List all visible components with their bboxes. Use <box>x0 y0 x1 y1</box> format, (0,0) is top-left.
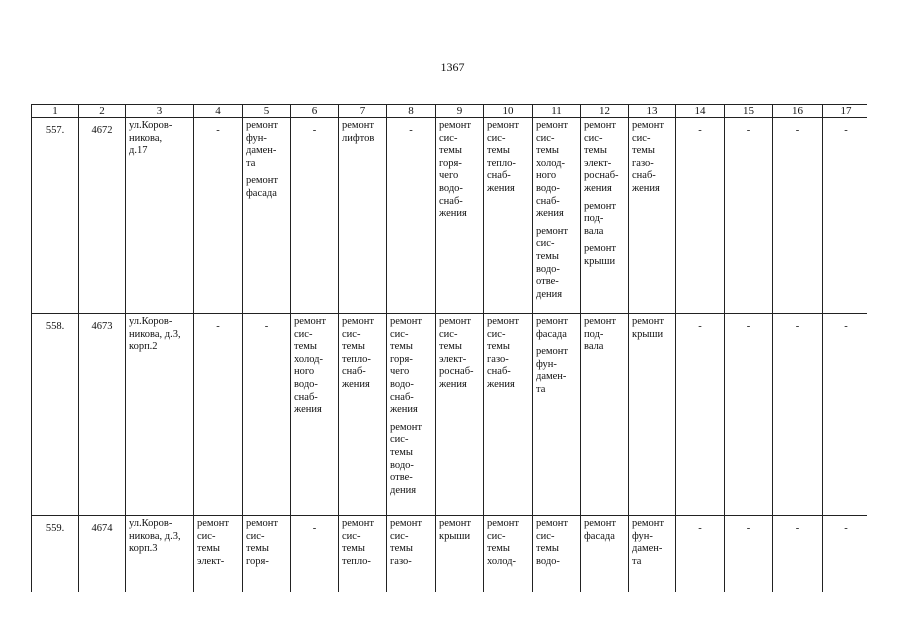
empty-cell: - <box>291 516 339 593</box>
work-item: ремонт сис- темы горя- чего водо- снаб- жения <box>390 316 423 416</box>
house-code-cell: 4674 <box>79 516 126 593</box>
empty-cell: - <box>773 516 823 593</box>
empty-cell: - <box>823 314 868 516</box>
empty-cell: - <box>773 314 823 516</box>
work-cell <box>436 516 484 593</box>
work-item: ремонт лифтов <box>342 120 375 144</box>
empty-cell: - <box>676 314 725 516</box>
work-cell <box>436 118 484 314</box>
work-cell <box>484 516 533 593</box>
work-item: ремонт сис- темы элект- роснаб- жения <box>439 316 474 390</box>
row-number-cell: 559. <box>32 516 79 593</box>
house-code-cell: 4673 <box>79 314 126 516</box>
header-cell: 5 <box>243 105 291 118</box>
work-cell <box>194 516 243 593</box>
table-row <box>32 314 868 516</box>
work-item: ремонт фасада <box>536 316 569 340</box>
work-item: ремонт сис- темы элект- <box>197 518 230 567</box>
work-item: ремонт сис- темы тепло- снаб- жения <box>342 316 375 390</box>
header-cell: 13 <box>629 105 676 118</box>
header-cell: 17 <box>823 105 868 118</box>
header-cell: 2 <box>79 105 126 118</box>
empty-cell: - <box>194 118 243 314</box>
work-cell <box>339 118 387 314</box>
empty-cell: - <box>823 118 868 314</box>
header-cell: 16 <box>773 105 823 118</box>
work-item: ремонт сис- темы холод- <box>487 518 520 567</box>
work-cell <box>387 314 436 516</box>
work-item: ремонт под- вала <box>584 316 617 353</box>
header-cell: 12 <box>581 105 629 118</box>
work-item: ремонт фасада <box>246 175 279 199</box>
work-cell <box>243 516 291 593</box>
repair-schedule-table-wrapper <box>31 104 867 592</box>
work-item: ремонт под- вала <box>584 200 617 237</box>
work-item: ремонт сис- темы тепло- <box>342 518 375 567</box>
work-item: ремонт сис- темы водо- <box>536 518 569 567</box>
work-item: ремонт сис- темы газо- снаб- жения <box>632 120 665 194</box>
work-cell <box>291 314 339 516</box>
work-cell <box>629 118 676 314</box>
address-cell: ул.Коров- никова, д.17 <box>126 118 194 314</box>
work-item: ремонт сис- темы горя- чего водо- снаб- жения <box>439 120 472 220</box>
house-code-cell: 4672 <box>79 118 126 314</box>
header-cell: 4 <box>194 105 243 118</box>
header-cell: 15 <box>725 105 773 118</box>
header-cell: 11 <box>533 105 581 118</box>
work-item: ремонт сис- темы газо- <box>390 518 423 567</box>
work-item: ремонт сис- темы водо- отве- дения <box>390 421 423 496</box>
address-cell: ул.Коров- никова, д.3, корп.2 <box>126 314 194 516</box>
header-cell: 10 <box>484 105 533 118</box>
header-cell: 1 <box>32 105 79 118</box>
address-cell: ул.Коров- никова, д.3, корп.3 <box>126 516 194 593</box>
work-item: ремонт крыши <box>584 243 617 267</box>
work-item: ремонт сис- темы горя- <box>246 518 279 567</box>
work-cell <box>581 314 629 516</box>
empty-cell: - <box>676 516 725 593</box>
work-cell <box>533 516 581 593</box>
work-cell <box>533 118 581 314</box>
work-item: ремонт сис- темы холод- ного водо- снаб- жения <box>536 120 569 220</box>
table-row <box>32 516 868 593</box>
work-item: ремонт сис- темы водо- отве- дения <box>536 225 569 300</box>
work-cell <box>629 314 676 516</box>
work-item: ремонт сис- темы элект- роснаб- жения <box>584 120 619 194</box>
work-item: ремонт крыши <box>439 518 472 542</box>
work-cell <box>533 314 581 516</box>
row-number-cell: 557. <box>32 118 79 314</box>
work-item: ремонт сис- темы тепло- снаб- жения <box>487 120 520 194</box>
empty-cell: - <box>676 118 725 314</box>
repair-schedule-table <box>31 104 867 592</box>
work-cell <box>581 516 629 593</box>
header-cell: 6 <box>291 105 339 118</box>
work-cell <box>339 314 387 516</box>
work-cell <box>484 314 533 516</box>
table-row <box>32 118 868 314</box>
empty-cell: - <box>725 118 773 314</box>
work-item: ремонт фун- дамен- та <box>536 346 569 395</box>
work-item: ремонт фун- дамен- та <box>246 120 279 169</box>
header-row <box>32 105 868 118</box>
empty-cell: - <box>387 118 436 314</box>
work-item: ремонт фасада <box>584 518 617 542</box>
empty-cell: - <box>823 516 868 593</box>
empty-cell: - <box>194 314 243 516</box>
work-cell <box>629 516 676 593</box>
row-number-cell: 558. <box>32 314 79 516</box>
empty-cell: - <box>725 314 773 516</box>
empty-cell: - <box>773 118 823 314</box>
header-cell: 9 <box>436 105 484 118</box>
empty-cell: - <box>725 516 773 593</box>
work-cell <box>243 118 291 314</box>
empty-cell: - <box>243 314 291 516</box>
work-cell <box>436 314 484 516</box>
empty-cell: - <box>291 118 339 314</box>
work-cell <box>387 516 436 593</box>
work-item: ремонт сис- темы холод- ного водо- снаб- жения <box>294 316 327 416</box>
work-item: ремонт фун- дамен- та <box>632 518 665 567</box>
work-item: ремонт крыши <box>632 316 665 340</box>
work-cell <box>581 118 629 314</box>
page-number: 1367 <box>440 60 465 74</box>
work-cell <box>484 118 533 314</box>
header-cell: 7 <box>339 105 387 118</box>
work-cell <box>339 516 387 593</box>
header-cell: 8 <box>387 105 436 118</box>
header-cell: 14 <box>676 105 725 118</box>
header-cell: 3 <box>126 105 194 118</box>
work-item: ремонт сис- темы газо- снаб- жения <box>487 316 520 390</box>
